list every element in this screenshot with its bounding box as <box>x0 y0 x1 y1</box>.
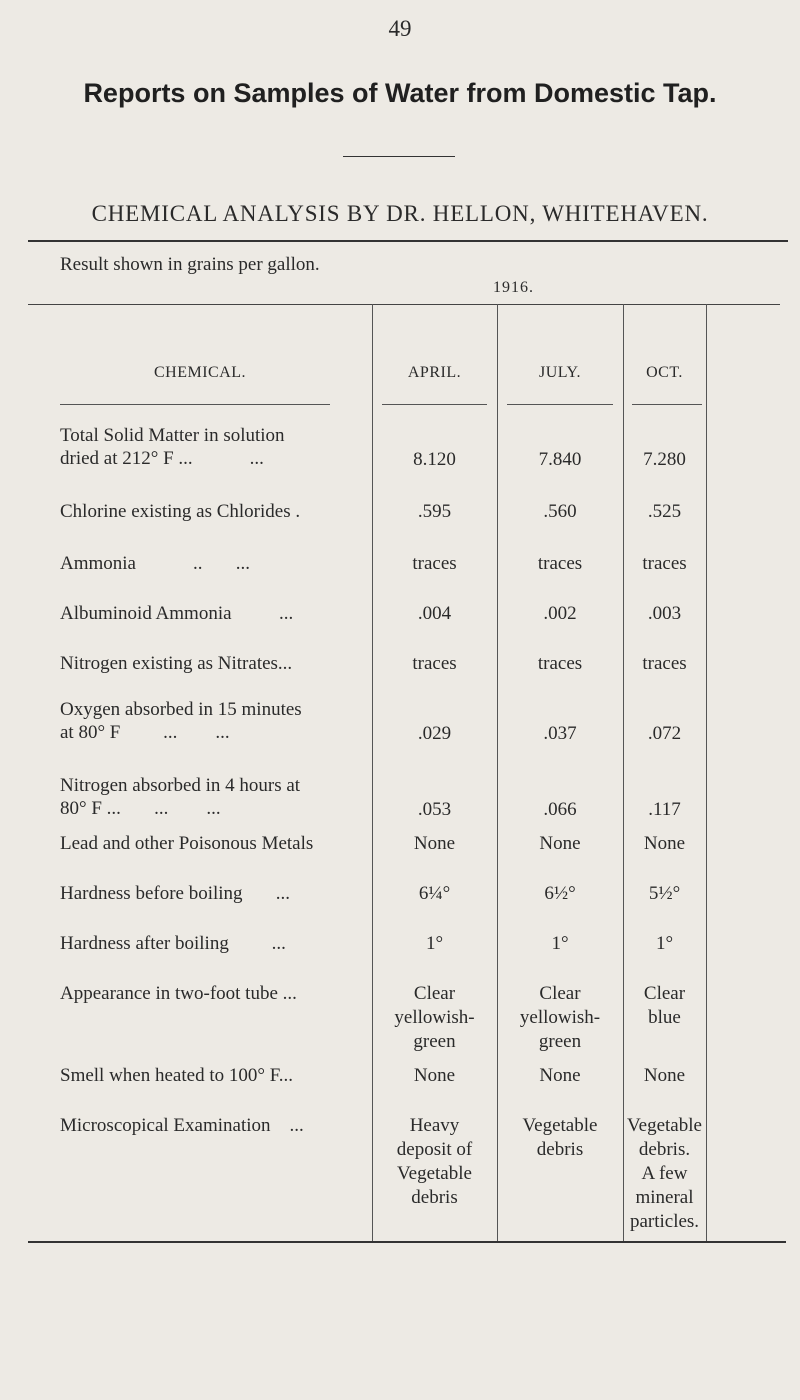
cell-july: 1° <box>551 933 569 954</box>
row-label: Lead and other Poisonous Metals <box>60 833 314 854</box>
column-header-chemical: CHEMICAL. <box>153 364 247 381</box>
header-underline <box>507 404 613 405</box>
row-label: Nitrogen existing as Nitrates... <box>60 653 293 674</box>
cell-oct: traces <box>642 553 687 574</box>
cell-april: Heavy deposit of Vegetable debris <box>396 1115 473 1208</box>
page-number: 49 <box>388 16 412 41</box>
row-label: Albuminoid Ammonia ... <box>60 603 294 624</box>
column-divider <box>372 304 373 1241</box>
cell-oct: .003 <box>647 603 682 624</box>
row-label: Nitrogen absorbed in 4 hours at 80° F ... ... ... <box>60 775 301 819</box>
column-header-july: JULY. <box>539 364 581 381</box>
cell-april: None <box>413 833 456 854</box>
cell-april: .595 <box>417 501 452 522</box>
row-label: Microscopical Examination ... <box>60 1115 304 1136</box>
row-label: Hardness before boiling ... <box>60 883 291 904</box>
cell-oct: Vegetable debris. A few mineral particles. <box>627 1115 702 1232</box>
cell-july: Clear yellowish- green <box>519 983 601 1052</box>
cell-july: .066 <box>543 799 577 820</box>
cell-july: Vegetable debris <box>522 1115 598 1160</box>
cell-april: traces <box>412 553 457 574</box>
cell-april: .053 <box>417 799 452 820</box>
header-underline <box>632 404 702 405</box>
cell-oct: 7.280 <box>643 449 686 470</box>
cell-oct: traces <box>642 653 687 674</box>
cell-july: 6½° <box>544 883 576 904</box>
subtitle: CHEMICAL ANALYSIS BY DR. HELLON, WHITEHAVEN. <box>91 201 709 226</box>
cell-oct: None <box>643 833 686 854</box>
row-label: Appearance in two-foot tube ... <box>60 983 297 1004</box>
cell-oct: 5½° <box>648 883 681 904</box>
row-label: Smell when heated to 100° F... <box>60 1065 293 1086</box>
row-label: Total Solid Matter in solution dried at 212° F ... ... <box>60 425 285 469</box>
row-label: Ammonia .. ... <box>60 553 250 574</box>
cell-oct: .117 <box>648 799 681 820</box>
title-underline <box>343 156 455 157</box>
table-bottom-rule <box>28 1241 786 1243</box>
cell-oct: 1° <box>655 933 674 954</box>
year-label: 1916. <box>493 279 534 296</box>
cell-july: traces <box>537 553 583 574</box>
cell-oct: .525 <box>647 501 682 522</box>
cell-oct: None <box>643 1065 686 1086</box>
cell-april: None <box>413 1065 456 1086</box>
cell-july: None <box>539 1065 581 1086</box>
column-divider <box>623 304 624 1241</box>
cell-july: .002 <box>543 603 577 624</box>
row-label: Hardness after boiling ... <box>60 933 286 954</box>
cell-april: .004 <box>417 603 452 624</box>
page-title: Reports on Samples of Water from Domestic Tap. <box>83 78 717 108</box>
header-underline <box>382 404 487 405</box>
cell-april: 6¼° <box>418 883 451 904</box>
cell-july: .560 <box>543 501 577 522</box>
cell-april: traces <box>412 653 457 674</box>
cell-april: 8.120 <box>413 449 456 470</box>
cell-july: traces <box>537 653 583 674</box>
cell-july: .037 <box>543 723 577 744</box>
cell-april: .029 <box>417 723 452 744</box>
row-label: Chlorine existing as Chlorides . <box>60 501 301 522</box>
cell-april: Clear yellowish- green <box>394 983 475 1052</box>
table-top-rule <box>28 304 780 305</box>
cell-april: 1° <box>425 933 444 954</box>
row-label: Oxygen absorbed in 15 minutes at 80° F ... ... <box>60 699 302 743</box>
column-header-april: APRIL. <box>407 364 462 381</box>
header-underline <box>60 404 330 405</box>
cell-oct: Clear blue <box>643 983 686 1028</box>
column-divider <box>497 304 498 1241</box>
column-header-oct: OCT. <box>646 364 683 381</box>
cell-july: None <box>539 833 581 854</box>
cell-oct: .072 <box>647 723 682 744</box>
header-rule <box>28 240 788 242</box>
cell-july: 7.840 <box>538 449 582 470</box>
column-divider <box>706 304 707 1241</box>
result-note: Result shown in grains per gallon. <box>60 254 320 275</box>
